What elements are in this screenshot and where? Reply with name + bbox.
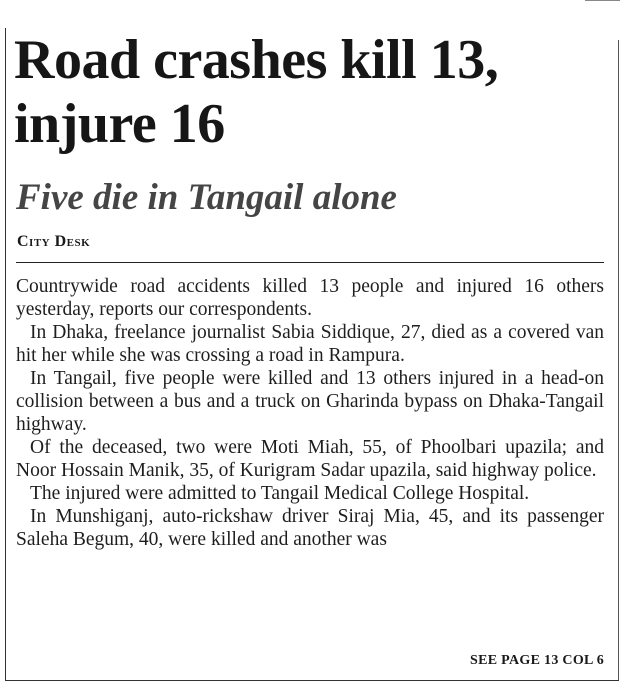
column-rule-right (618, 40, 619, 680)
article-body (16, 275, 604, 551)
column-rule-top (585, 0, 620, 1)
column-rule-left (5, 28, 6, 680)
subheadline: Five die in Tangail alone (16, 177, 397, 218)
paragraph-1: Countrywide road accidents killed 13 people and injured 16 others yesterday, reports our correspondents. (16, 276, 604, 320)
continuation-notice: SEE PAGE 13 COL 6 (470, 653, 604, 668)
paragraph-5: The injured were admitted to Tangail Medical College Hospital. (30, 483, 530, 504)
paragraph-4: Of the deceased, two were Moti Miah, 55, of Phoolbari upazila; and Noor Hossain Manik, 35, of Kurigram Sadar upazila, said highway police. (16, 437, 604, 481)
column-rule-bottom (5, 680, 619, 681)
byline: City Desk (17, 233, 91, 250)
paragraph-3: In Tangail, five people were killed and 13 others injured in a head-on collision between a bus and a truck on Gharinda bypass on Dhaka-Tangail highway. (16, 368, 604, 435)
byline-divider (16, 262, 604, 263)
paragraph-2: In Dhaka, freelance journalist Sabia Siddique, 27, died as a covered van hit her while she was crossing a road in Rampura. (16, 322, 604, 366)
headline: Road crashes kill 13, injure 16 (14, 29, 499, 155)
paragraph-6: In Munshiganj, auto-rickshaw driver Siraj Mia, 45, and its passenger Saleha Begum, 40, were killed and another was (16, 506, 604, 550)
